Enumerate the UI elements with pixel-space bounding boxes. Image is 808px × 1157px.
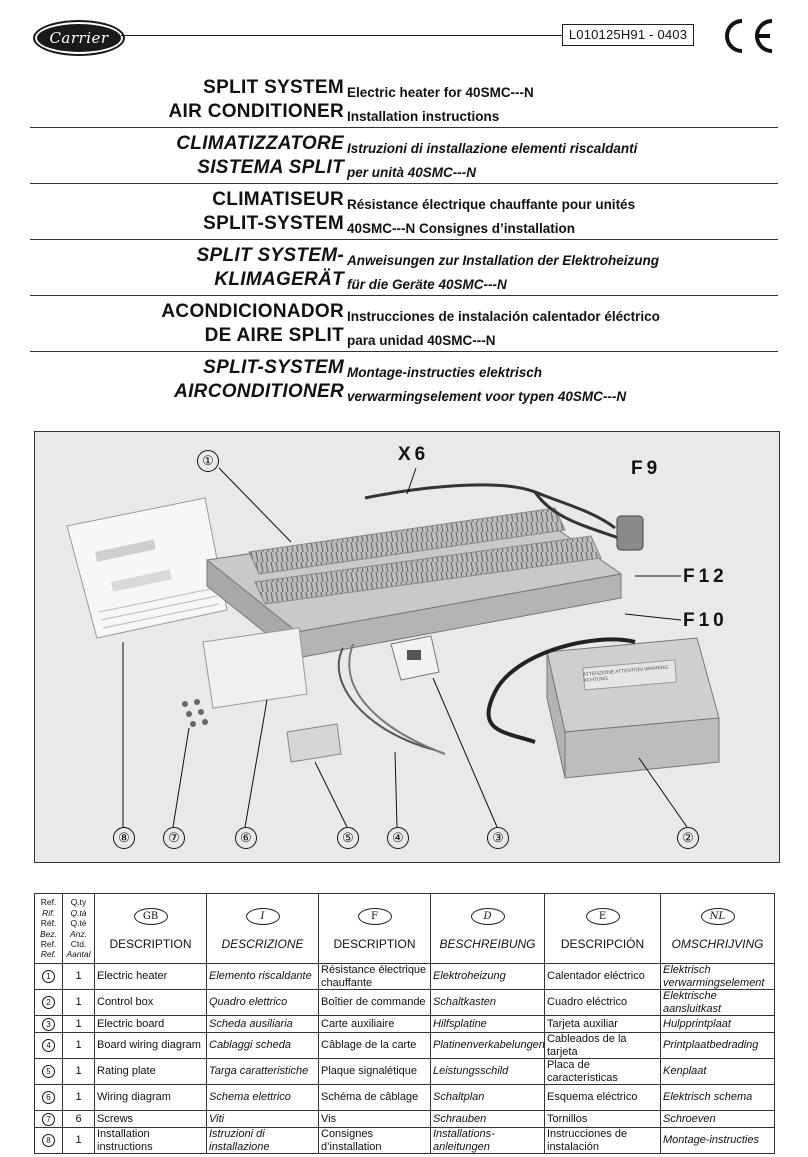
product-subtitle: Istruzioni di installazione elementi riscaldanti per unità 40SMC---N: [347, 141, 638, 180]
row-ref: [35, 990, 63, 1016]
title-block-nl: [30, 352, 778, 407]
components-illustration: [35, 432, 779, 862]
row-description: Elektrische aansluitkast: [661, 990, 775, 1016]
row-description: Cuadro eléctrico: [545, 990, 661, 1016]
row-ref: [35, 1016, 63, 1033]
row-description: Montage-instructies: [661, 1128, 775, 1154]
product-title: CLIMATISEUR SPLIT-SYSTEM: [203, 189, 344, 234]
table-row: [35, 1016, 775, 1033]
row-description: Scheda ausiliaria: [207, 1016, 319, 1033]
title-block-gb: [30, 72, 778, 128]
callout-5: ⑤: [337, 827, 359, 849]
row-quantity: 1: [63, 1016, 95, 1033]
screws: [182, 699, 208, 727]
row-quantity: 6: [63, 1111, 95, 1128]
ref-number-badge: 8: [42, 1134, 55, 1147]
row-description: Calentador eléctrico: [545, 964, 661, 990]
row-description: Rating plate: [95, 1059, 207, 1085]
country-badge-fr: F: [358, 908, 392, 925]
header-it: I DESCRIZIONE: [207, 894, 319, 964]
row-description: Consignes d’installation: [319, 1128, 431, 1154]
row-description: Hilfsplatine: [431, 1016, 545, 1033]
country-badge-de: D: [471, 908, 505, 925]
ref-number-badge: 2: [42, 996, 55, 1009]
table-header-row: [35, 894, 775, 964]
country-badge-gb: GB: [134, 908, 168, 925]
row-quantity: 1: [63, 1059, 95, 1085]
instruction-booklet: [67, 498, 227, 638]
row-description: Câblage de la carte: [319, 1033, 431, 1059]
row-quantity: 1: [63, 1085, 95, 1111]
product-subtitle: Instrucciones de instalación calentador éléctrico para unidad 40SMC---N: [347, 309, 660, 348]
row-description: Résistance électrique chauffante: [319, 964, 431, 990]
table-row: [35, 1033, 775, 1059]
row-description: Plaque signalétique: [319, 1059, 431, 1085]
table-row: [35, 1085, 775, 1111]
ref-header: Ref. Rif. Réf. Bez. Ref. Ref.: [35, 894, 63, 964]
row-description: Elektrisch schema: [661, 1085, 775, 1111]
row-ref: [35, 1111, 63, 1128]
product-title: CLIMATIZZATORE SISTEMA SPLIT: [176, 133, 344, 178]
callout-4: ④: [387, 827, 409, 849]
row-description: Leistungsschild: [431, 1059, 545, 1085]
label-f12: F12: [683, 566, 728, 587]
row-description: Quadro elettrico: [207, 990, 319, 1016]
row-quantity: 1: [63, 1128, 95, 1154]
row-description: Schéma de câblage: [319, 1085, 431, 1111]
product-title: ACONDICIONADOR DE AIRE SPLIT: [161, 301, 344, 346]
callout-8: ⑧: [113, 827, 135, 849]
title-block-fr: [30, 184, 778, 240]
row-description: Tarjeta auxiliar: [545, 1016, 661, 1033]
table-row: [35, 990, 775, 1016]
header-gb: GB DESCRIPTION: [95, 894, 207, 964]
components-table: [34, 893, 775, 1154]
table-body: [35, 964, 775, 1154]
callout-3: ③: [487, 827, 509, 849]
thermostat-f9: [617, 516, 643, 550]
row-ref: [35, 1128, 63, 1154]
row-description: Elemento riscaldante: [207, 964, 319, 990]
row-description: Wiring diagram: [95, 1085, 207, 1111]
country-badge-nl: NL: [701, 908, 735, 925]
row-description: Printplaatbedrading: [661, 1033, 775, 1059]
row-description: Elektroheizung: [431, 964, 545, 990]
row-description: Boîtier de commande: [319, 990, 431, 1016]
title-blocks: [30, 72, 778, 407]
row-ref: [35, 1085, 63, 1111]
row-description: Platinenverkabelungen: [431, 1033, 545, 1059]
callout-7: ⑦: [163, 827, 185, 849]
ref-number-badge: 7: [42, 1113, 55, 1126]
callout-1: ①: [197, 450, 219, 472]
callout-6: ⑥: [235, 827, 257, 849]
country-badge-it: I: [246, 908, 280, 925]
product-subtitle: Electric heater for 40SMC---N Installation instructions: [347, 85, 534, 124]
ref-number-badge: 5: [42, 1065, 55, 1078]
product-subtitle: Résistance électrique chauffante pour unités 40SMC---N Consignes d’installation: [347, 197, 636, 236]
qty-header: Q.ty Q.tà Q.té Anz. Ctd. Aantal: [63, 894, 95, 964]
row-description: Schaltplan: [431, 1085, 545, 1111]
row-description: Carte auxiliaire: [319, 1016, 431, 1033]
row-description: Installations-anleitungen: [431, 1128, 545, 1154]
title-block-de: [30, 240, 778, 296]
row-description: Placa de características: [545, 1059, 661, 1085]
row-description: Electric board: [95, 1016, 207, 1033]
row-description: Istruzioni di installazione: [207, 1128, 319, 1154]
ref-number-badge: 3: [42, 1018, 55, 1031]
row-quantity: 1: [63, 990, 95, 1016]
row-description: Tornillos: [545, 1111, 661, 1128]
row-description: Targa caratteristiche: [207, 1059, 319, 1085]
document-number: L010125H91 - 0403: [562, 24, 694, 46]
header-de: D BESCHREIBUNG: [431, 894, 545, 964]
callout-2: ②: [677, 827, 699, 849]
row-description: Cablaggi scheda: [207, 1033, 319, 1059]
title-block-it: [30, 128, 778, 184]
wiring-diagram-sheet: [203, 628, 307, 708]
carrier-logo: [33, 20, 125, 56]
row-description: Screws: [95, 1111, 207, 1128]
row-description: Control box: [95, 990, 207, 1016]
row-description: Esquema eléctrico: [545, 1085, 661, 1111]
table-row: [35, 1128, 775, 1154]
row-description: Hulpprintplaat: [661, 1016, 775, 1033]
row-ref: [35, 964, 63, 990]
table-row: [35, 964, 775, 990]
control-box-warning-label: ATTENZIONE ATTENTION WARNING ACHTUNG: [582, 664, 669, 684]
components-photo: [34, 431, 780, 863]
table-row: [35, 1059, 775, 1085]
row-quantity: 1: [63, 964, 95, 990]
ce-mark-icon: [716, 17, 776, 55]
row-description: Elektrisch verwarmingselement: [661, 964, 775, 990]
country-badge-es: E: [586, 908, 620, 925]
rating-plate: [287, 724, 341, 762]
row-description: Electric heater: [95, 964, 207, 990]
product-title: SPLIT-SYSTEM AIRCONDITIONER: [174, 357, 344, 402]
row-description: Board wiring diagram: [95, 1033, 207, 1059]
label-f9: F9: [631, 458, 662, 479]
product-subtitle: Anweisungen zur Installation der Elektroheizung für die Geräte 40SMC---N: [347, 253, 660, 292]
product-title: SPLIT SYSTEM- KLIMAGERÄT: [196, 245, 344, 290]
row-ref: [35, 1059, 63, 1085]
header-rule: [121, 35, 563, 36]
row-description: Vis: [319, 1111, 431, 1128]
label-x6: X6: [398, 444, 430, 465]
ref-number-badge: 4: [42, 1039, 55, 1052]
row-description: Cableados de la tarjeta: [545, 1033, 661, 1059]
header-es: E DESCRIPCIÓN: [545, 894, 661, 964]
brand-name: Carrier: [49, 29, 109, 47]
header-fr: F DESCRIPTION: [319, 894, 431, 964]
row-description: Schaltkasten: [431, 990, 545, 1016]
title-block-es: [30, 296, 778, 352]
label-f10: F10: [683, 610, 728, 631]
row-description: Kenplaat: [661, 1059, 775, 1085]
row-description: Viti: [207, 1111, 319, 1128]
product-title: SPLIT SYSTEM AIR CONDITIONER: [168, 77, 344, 122]
table-row: [35, 1111, 775, 1128]
row-description: Installation instructions: [95, 1128, 207, 1154]
control-box: [547, 638, 719, 778]
product-subtitle: Montage-instructies elektrisch verwarmingselement voor typen 40SMC---N: [347, 365, 627, 404]
ref-number-badge: 1: [42, 970, 55, 983]
row-description: Instrucciones de instalación: [545, 1128, 661, 1154]
electric-board: [391, 636, 439, 680]
header-nl: NL OMSCHRIJVING: [661, 894, 775, 964]
row-description: Schrauben: [431, 1111, 545, 1128]
ref-number-badge: 6: [42, 1091, 55, 1104]
row-description: Schroeven: [661, 1111, 775, 1128]
row-quantity: 1: [63, 1033, 95, 1059]
row-ref: [35, 1033, 63, 1059]
row-description: Schema elettrico: [207, 1085, 319, 1111]
